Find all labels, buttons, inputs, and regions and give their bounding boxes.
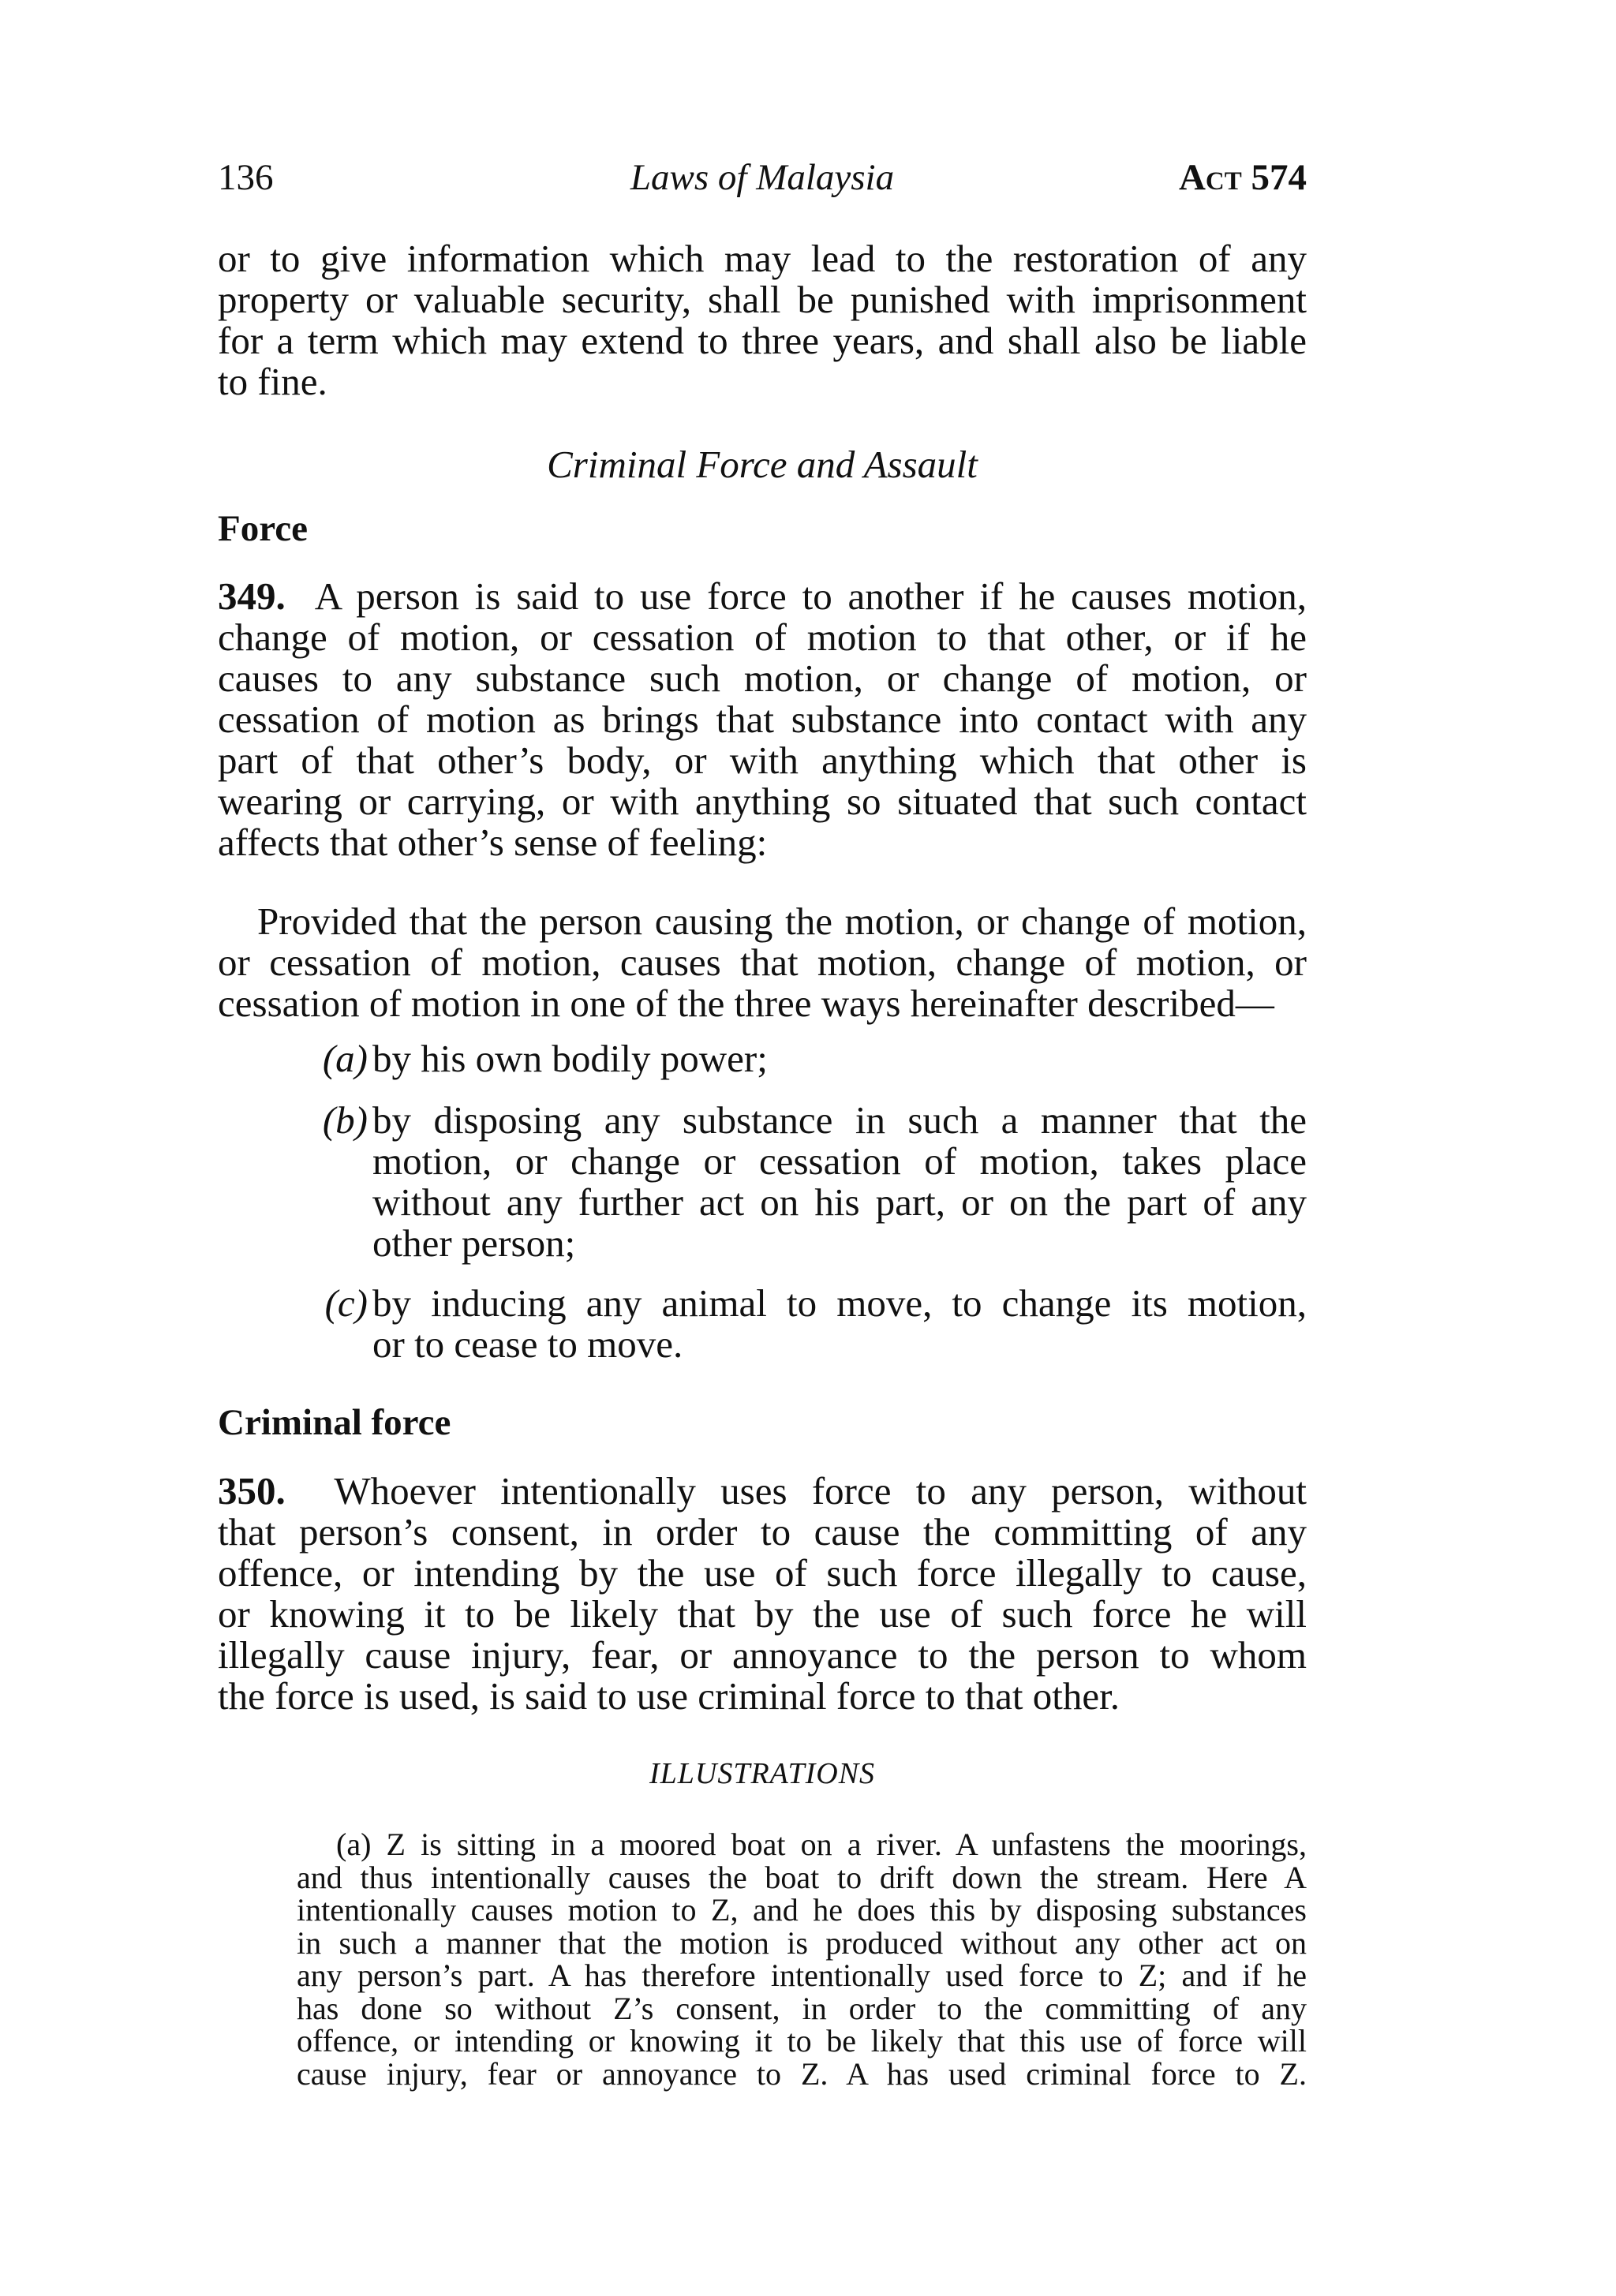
text-line: in such a manner that the motion is produced without any other act on (297, 1924, 1307, 1961)
text-line: by disposing any substance in such a manner that the (372, 1098, 1307, 1142)
text-line: the force is used, is said to use criminal force to that other. (218, 1674, 1120, 1718)
text-line: wearing or carrying, or with anything so situated that such contact (218, 780, 1307, 823)
text-line: part of that other’s body, or with anything which that other is (218, 739, 1307, 782)
text-line: offence, or intending or knowing it to be likely that this use of force will (297, 2023, 1307, 2059)
text-line: or to cease to move. (372, 1322, 683, 1366)
text-line: cessation of motion in one of the three ways hereinafter described— (218, 982, 1274, 1025)
section-350-heading: Criminal force (218, 1402, 451, 1443)
paragraph-text (372, 1283, 1307, 1365)
text-line: and thus intentionally causes the boat to drift down the stream. Here A (297, 1859, 1307, 1895)
text-line: property or valuable security, shall be punished with imprisonment (218, 278, 1307, 321)
text-line: motion, or change or cessation of motion, takes place (372, 1139, 1307, 1183)
section-349-heading: Force (218, 508, 308, 549)
section-number: 349. (218, 574, 286, 618)
paragraph-label: (a) (322, 1037, 368, 1080)
publication-title: Laws of Malaysia (630, 157, 895, 198)
illustration-a (297, 1828, 1307, 2090)
section-349-body (218, 576, 1307, 863)
text-line: or to give information which may lead to the restoration of any (218, 237, 1307, 280)
act-number: 574 (1251, 157, 1307, 198)
paragraph-text (372, 1100, 1307, 1264)
text-line: that person’s consent, in order to cause the committing of any (218, 1510, 1307, 1554)
text-line: by his own bodily power; (372, 1037, 768, 1080)
text-line: illegally cause injury, fear, or annoyance to the person to whom (218, 1633, 1307, 1677)
proviso (218, 901, 1307, 1024)
text-line: cause injury, fear or annoyance to Z. A has used criminal force to Z. (297, 2055, 1307, 2092)
text-line: 350. Whoever intentionally uses force to any person, without (218, 1469, 1307, 1513)
section-350-body (218, 1471, 1307, 1717)
text-line: change of motion, or cessation of motion to that other, or if he (218, 615, 1307, 659)
act-word: Act (1178, 157, 1242, 198)
text-line: any person’s part. A has therefore intentionally used force to Z; and if he (297, 1958, 1307, 1993)
text-line: or cessation of motion, causes that motion, change of motion, or (218, 940, 1307, 984)
text-line: other person; (372, 1221, 576, 1265)
paragraph-label: (b) (322, 1098, 368, 1142)
text-line: offence, or intending by the use of such force illegally to cause, (218, 1551, 1307, 1595)
text-line: (a) Z is sitting in a moored boat on a river. A unfastens the moorings, (336, 1827, 1307, 1862)
running-header (218, 156, 1307, 211)
paragraph-label: (c) (324, 1281, 368, 1325)
text-line: causes to any substance such motion, or change of motion, or (218, 656, 1307, 700)
text-line: without any further act on his part, or on the part of any (372, 1180, 1307, 1224)
text-line: cessation of motion as brings that substance into contact with any (218, 697, 1307, 741)
intro-paragraph (218, 238, 1307, 402)
text-line: Provided that the person causing the motion, or change of motion, (257, 899, 1307, 943)
text-line: by inducing any animal to move, to change its motion, (372, 1281, 1307, 1325)
paragraph-text (372, 1038, 1307, 1079)
section-number: 350. (218, 1469, 286, 1513)
page-number: 136 (218, 157, 274, 198)
illustrations-heading: ILLUSTRATIONS (649, 1757, 876, 1790)
text-line: 349. A person is said to use force to another if he causes motion, (218, 574, 1307, 618)
chapter-heading: Criminal Force and Assault (547, 443, 978, 486)
text-line: intentionally causes motion to Z, and he does this by disposing substances (297, 1892, 1307, 1928)
act-label (1179, 156, 1307, 199)
text-line: affects that other’s sense of feeling: (218, 821, 768, 864)
text-line: has done so without Z’s consent, in order to the committing of any (297, 1990, 1307, 2026)
text-line: or knowing it to be likely that by the use of such force he will (218, 1592, 1307, 1636)
text-line: to fine. (218, 360, 327, 403)
text-line: for a term which may extend to three years, and shall also be liable (218, 319, 1307, 362)
